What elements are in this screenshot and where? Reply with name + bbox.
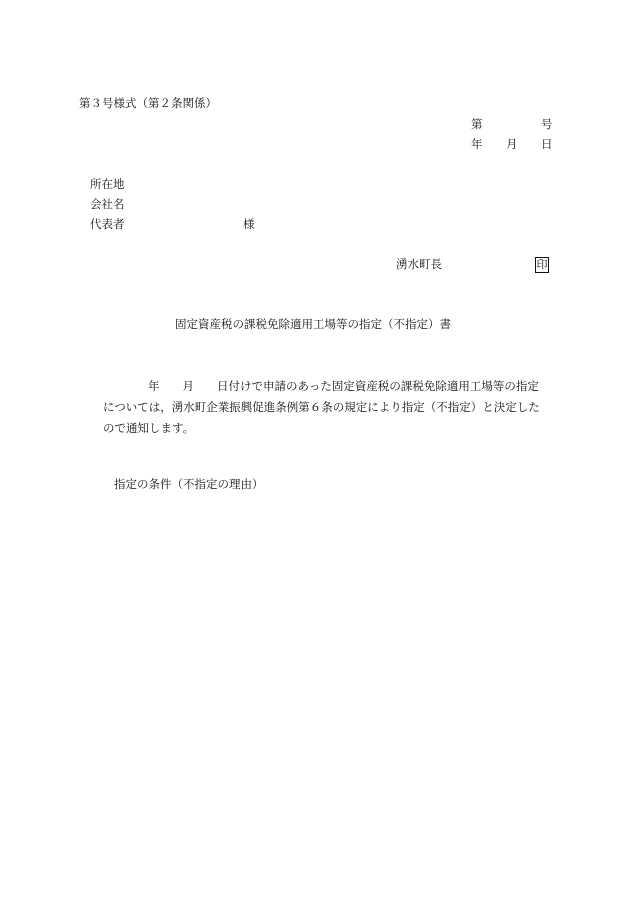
notice-body (103, 376, 553, 439)
representative-label: 代表者 (90, 217, 125, 231)
conditions-heading: 指定の条件（不指定の理由） (114, 477, 264, 491)
honorific: 様 (243, 217, 255, 231)
body-month: 月 (182, 379, 194, 393)
address-label: 所在地 (90, 177, 125, 191)
company-label: 会社名 (90, 197, 125, 211)
issuer-title: 湧水町長 (396, 257, 442, 271)
doc-number-suffix: 号 (541, 117, 553, 131)
document-title: 固定資産税の課税免除適用工場等の指定（不指定）書 (175, 317, 451, 331)
date-month: 月 (506, 137, 518, 151)
seal-mark: 印 (536, 258, 548, 271)
body-line-2: については，湧水町企業振興促進条例第６条の規定により指定（不指定）と決定した (103, 400, 540, 414)
doc-number-prefix: 第 (471, 117, 483, 131)
date-year: 年 (471, 137, 483, 151)
body-line-1 (103, 376, 553, 397)
body-year: 年 (148, 379, 160, 393)
date-day: 日 (541, 137, 553, 151)
body-line-3: ので通知します。 (103, 421, 195, 435)
form-number: 第３号様式（第２条関係） (79, 96, 217, 110)
body-line1-rest: 日付けで申請のあった固定資産税の課税免除適用工場等の指定 (217, 379, 539, 393)
